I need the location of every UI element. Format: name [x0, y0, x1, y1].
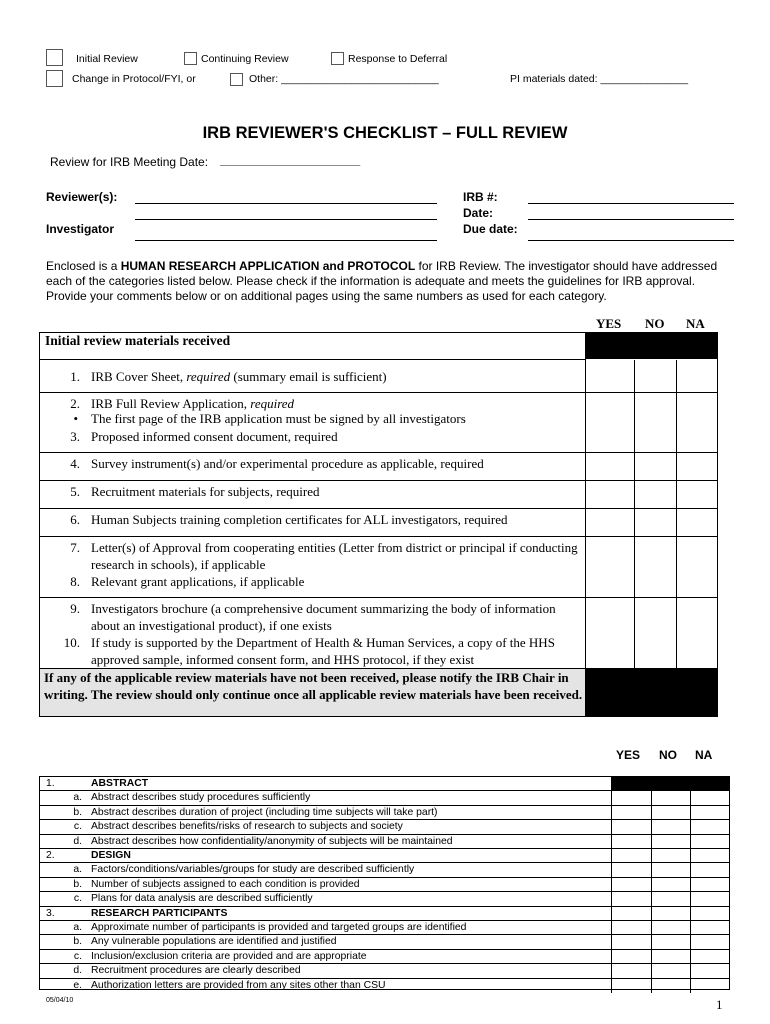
criteria-number: c. — [73, 893, 82, 905]
item-text-emphasis: required — [186, 369, 231, 384]
na-check-cell[interactable] — [690, 935, 729, 949]
item-number: 8. — [70, 574, 80, 589]
item-text — [91, 600, 581, 634]
criteria-text: Number of subjects assigned to each condition is provided — [91, 878, 360, 890]
criteria-text: Any vulnerable populations are identified and justified — [91, 936, 337, 948]
item-text — [91, 511, 581, 528]
no-check-cell[interactable] — [651, 878, 690, 892]
item-number: • — [73, 411, 78, 426]
other-checkbox[interactable] — [230, 73, 243, 86]
no-check-cell[interactable] — [635, 509, 677, 537]
item-text — [91, 539, 581, 573]
na-check-cell[interactable] — [690, 964, 729, 978]
na-check-cell[interactable] — [690, 878, 729, 892]
na-check-cell[interactable] — [690, 791, 729, 805]
initial-review-label: Initial Review — [76, 53, 138, 65]
item-number: 6. — [70, 512, 80, 527]
continuing-review-checkbox[interactable] — [184, 52, 197, 65]
col-no-1: NO — [645, 316, 665, 331]
criteria-number: 3. — [46, 907, 55, 919]
pi-materials-dated: PI materials dated: _______________ — [510, 73, 689, 85]
initial-review-row — [40, 537, 586, 598]
criteria-number: a. — [73, 922, 82, 933]
change-in-protocol-checkbox[interactable] — [46, 70, 63, 87]
no-check-cell[interactable] — [651, 835, 690, 849]
yes-check-cell[interactable] — [611, 935, 651, 949]
criteria-number: c. — [73, 950, 82, 962]
meeting-date-field[interactable]: _____________________ — [220, 153, 361, 167]
item-text-main: Letter(s) of Approval from cooperating entities (Letter from district or principal if conducting research in schools), if applicable — [91, 540, 578, 572]
na-check-cell[interactable] — [690, 820, 729, 834]
other-label: Other: ___________________________ — [249, 73, 439, 85]
na-check-cell[interactable] — [677, 509, 718, 537]
intro-pre: Enclosed is a — [46, 259, 121, 273]
intro-post: for IRB Review. The investigator should have addressed each of the categories listed below. Please check if the information is adequate and meets the guidelines for IRB approval. Provide your comments below or on additional pages using the same numbers as used for each category. — [46, 259, 718, 303]
criteria-number: a. — [73, 792, 82, 804]
criteria-item-row — [40, 921, 611, 935]
criteria-item-row — [40, 835, 611, 849]
criteria-text: Recruitment procedures are clearly described — [91, 965, 301, 977]
criteria-text: Abstract describes study procedures sufficiently — [91, 792, 311, 804]
na-check-cell[interactable] — [677, 360, 718, 393]
no-check-cell[interactable] — [635, 598, 677, 669]
initial-review-row — [40, 360, 586, 393]
item-text-main: The first page of the IRB application must be signed by all investigators — [91, 411, 466, 426]
response-to-deferral-checkbox[interactable] — [331, 52, 344, 65]
item-number: 7. — [70, 540, 80, 555]
no-check-cell[interactable] — [635, 481, 677, 509]
item-text-main: Relevant grant applications, if applicable — [91, 574, 305, 589]
col-yes-2: YES — [616, 748, 641, 762]
item-number: 9. — [70, 601, 80, 616]
na-check-cell[interactable] — [690, 806, 729, 820]
item-number: 4. — [70, 456, 80, 471]
criteria-text: RESEARCH PARTICIPANTS — [91, 907, 228, 919]
na-check-cell — [690, 907, 729, 921]
initial-review-row — [40, 598, 586, 669]
item-text — [91, 368, 581, 385]
yes-check-cell[interactable] — [611, 892, 651, 906]
irb-number-label: IRB #: — [463, 190, 498, 204]
col-na-2: NA — [695, 748, 713, 762]
no-check-cell[interactable] — [651, 820, 690, 834]
no-check-cell[interactable] — [651, 964, 690, 978]
col-na-1: NA — [686, 316, 705, 331]
criteria-item-row — [40, 892, 611, 906]
yes-check-cell[interactable] — [611, 921, 651, 935]
item-number: 3. — [70, 429, 80, 444]
no-check-cell[interactable] — [651, 806, 690, 820]
criteria-item-row — [40, 979, 611, 993]
item-text-suffix: (summary email is sufficient) — [230, 369, 387, 384]
criteria-item-row — [40, 964, 611, 978]
initial-review-row — [40, 393, 586, 453]
item-text-main: Investigators brochure (a comprehensive document summarizing the body of information about an investigational product), if one exists — [91, 601, 556, 633]
no-check-cell[interactable] — [651, 950, 690, 964]
yes-check-cell[interactable] — [586, 393, 635, 453]
criteria-text: Abstract describes duration of project (including time subjects will take part) — [91, 806, 438, 818]
criteria-table — [39, 776, 730, 990]
yes-check-cell[interactable] — [611, 835, 651, 849]
item-text-main: If study is supported by the Department of Health & Human Services, a copy of the HHS approved sample, informed consent form, and HHS protocol, if they exist — [91, 635, 555, 667]
footer-black-cell — [586, 669, 717, 716]
initial-review-row — [40, 509, 586, 537]
na-check-cell[interactable] — [690, 892, 729, 906]
criteria-number: d. — [73, 965, 82, 977]
criteria-number: d. — [73, 835, 82, 847]
criteria-section-row — [40, 777, 611, 791]
yes-check-cell[interactable] — [611, 979, 651, 993]
criteria-number: b. — [73, 878, 82, 890]
yes-check-cell[interactable] — [611, 950, 651, 964]
item-number: 2. — [70, 396, 80, 411]
yes-check-cell[interactable] — [611, 878, 651, 892]
criteria-item-row — [40, 950, 611, 964]
meeting-date-label: Review for IRB Meeting Date: — [50, 155, 209, 169]
no-check-cell — [651, 907, 690, 921]
due-date-label: Due date: — [463, 222, 518, 236]
na-check-cell[interactable] — [677, 393, 718, 453]
criteria-text: Abstract describes how confidentiality/anonymity of subjects will be maintained — [91, 835, 453, 847]
no-check-cell[interactable] — [651, 979, 690, 993]
investigator-line[interactable] — [135, 240, 437, 241]
date-line[interactable] — [528, 219, 734, 220]
yes-check-cell[interactable] — [586, 598, 635, 669]
intro-paragraph — [46, 259, 736, 304]
na-check-cell[interactable] — [677, 481, 718, 509]
no-check-cell — [651, 777, 690, 791]
no-check-cell[interactable] — [635, 360, 677, 393]
na-check-cell — [690, 849, 729, 863]
yes-check-cell[interactable] — [586, 453, 635, 481]
na-check-cell[interactable] — [690, 835, 729, 849]
initial-review-footer: If any of the applicable review materials have not been received, please notify the IRB Chair in writing. The review should only continue once all applicable review materials have been received. — [40, 669, 586, 716]
criteria-text: DESIGN — [91, 850, 131, 861]
initial-review-row — [40, 453, 586, 481]
criteria-number: 2. — [46, 850, 55, 861]
item-number: 1. — [70, 369, 80, 384]
yes-check-cell — [611, 849, 651, 863]
criteria-section-row — [40, 907, 611, 921]
criteria-item-row — [40, 791, 611, 805]
item-text — [91, 455, 581, 472]
response-to-deferral-label: Response to Deferral — [348, 53, 448, 65]
criteria-item-row — [40, 820, 611, 834]
criteria-section-row — [40, 849, 611, 863]
yes-check-cell[interactable] — [586, 537, 635, 598]
item-text-emphasis: required — [250, 396, 295, 411]
col-no-2: NO — [659, 748, 677, 762]
criteria-number: 1. — [46, 778, 55, 789]
reviewers-line-1[interactable] — [135, 203, 437, 204]
item-number: 5. — [70, 484, 80, 499]
yes-check-cell[interactable] — [611, 964, 651, 978]
intro-bold: HUMAN RESEARCH APPLICATION and PROTOCOL — [120, 259, 416, 273]
yes-check-cell[interactable] — [611, 820, 651, 834]
yes-check-cell[interactable] — [586, 509, 635, 537]
criteria-item-row — [40, 863, 611, 877]
initial-review-checkbox[interactable] — [46, 49, 63, 66]
item-text — [91, 634, 581, 668]
header-black-cell — [586, 333, 717, 359]
investigator-label: Investigator — [46, 222, 115, 236]
yes-check-cell — [611, 777, 651, 791]
criteria-item-row — [40, 806, 611, 820]
criteria-number: e. — [73, 979, 82, 991]
initial-review-heading: Initial review materials received — [40, 333, 586, 360]
irb-number-line[interactable] — [528, 203, 734, 204]
item-text-main: Survey instrument(s) and/or experimental procedure as applicable, required — [91, 456, 484, 471]
criteria-text: Abstract describes benefits/risks of research to subjects and society — [91, 821, 403, 833]
item-number: 10. — [63, 635, 80, 650]
yes-check-cell[interactable] — [611, 791, 651, 805]
no-check-cell[interactable] — [651, 892, 690, 906]
change-in-protocol-label: Change in Protocol/FYI, or — [72, 73, 196, 85]
reviewers-label: Reviewer(s): — [46, 190, 118, 204]
item-text — [91, 410, 581, 427]
continuing-review-label: Continuing Review — [201, 53, 289, 65]
criteria-number: a. — [73, 864, 82, 876]
criteria-text: ABSTRACT — [91, 778, 149, 789]
page-number: 1 — [716, 997, 723, 1012]
no-check-cell[interactable] — [651, 863, 690, 877]
item-text-main: IRB Cover Sheet, — [91, 369, 187, 384]
criteria-text: Plans for data analysis are described sufficiently — [91, 893, 313, 905]
criteria-text: Inclusion/exclusion criteria are provided and are appropriate — [91, 950, 367, 962]
footer-date: 05/04/10 — [46, 997, 74, 1004]
no-check-cell[interactable] — [651, 791, 690, 805]
no-check-cell[interactable] — [651, 921, 690, 935]
yes-check-cell[interactable] — [586, 360, 635, 393]
yes-check-cell[interactable] — [611, 863, 651, 877]
na-check-cell[interactable] — [690, 863, 729, 877]
page-title: IRB REVIEWER'S CHECKLIST – FULL REVIEW — [202, 124, 568, 142]
initial-review-row — [40, 481, 586, 509]
item-text-main: Recruitment materials for subjects, required — [91, 484, 320, 499]
na-check-cell[interactable] — [690, 950, 729, 964]
date-label: Date: — [463, 206, 494, 220]
item-text — [91, 428, 581, 445]
criteria-item-row — [40, 935, 611, 949]
criteria-item-row — [40, 878, 611, 892]
yes-check-cell — [611, 907, 651, 921]
na-check-cell[interactable] — [690, 921, 729, 935]
reviewers-line-2[interactable] — [135, 219, 437, 220]
criteria-text: Approximate number of participants is provided and targeted groups are identified — [91, 922, 467, 933]
no-check-cell[interactable] — [635, 537, 677, 598]
no-check-cell[interactable] — [635, 453, 677, 481]
na-check-cell — [690, 777, 729, 791]
na-check-cell[interactable] — [677, 598, 718, 669]
no-check-cell[interactable] — [635, 393, 677, 453]
criteria-text: Authorization letters are provided from any sites other than CSU — [91, 979, 386, 991]
na-check-cell[interactable] — [677, 537, 718, 598]
item-text-main: Proposed informed consent document, required — [91, 429, 338, 444]
no-check-cell[interactable] — [651, 935, 690, 949]
due-date-line[interactable] — [528, 240, 734, 241]
criteria-number: b. — [73, 936, 82, 948]
item-text — [91, 573, 581, 590]
initial-review-table — [39, 332, 718, 717]
criteria-text: Factors/conditions/variables/groups for study are described sufficiently — [91, 864, 415, 876]
na-check-cell[interactable] — [690, 979, 729, 993]
item-text-main: Human Subjects training completion certificates for ALL investigators, required — [91, 512, 508, 527]
item-text — [91, 483, 581, 500]
col-yes-1: YES — [596, 316, 622, 331]
na-check-cell[interactable] — [677, 453, 718, 481]
criteria-number: b. — [73, 806, 82, 818]
criteria-number: c. — [73, 821, 82, 833]
yes-check-cell[interactable] — [611, 806, 651, 820]
no-check-cell — [651, 849, 690, 863]
yes-check-cell[interactable] — [586, 481, 635, 509]
item-text-main: IRB Full Review Application, — [91, 396, 251, 411]
